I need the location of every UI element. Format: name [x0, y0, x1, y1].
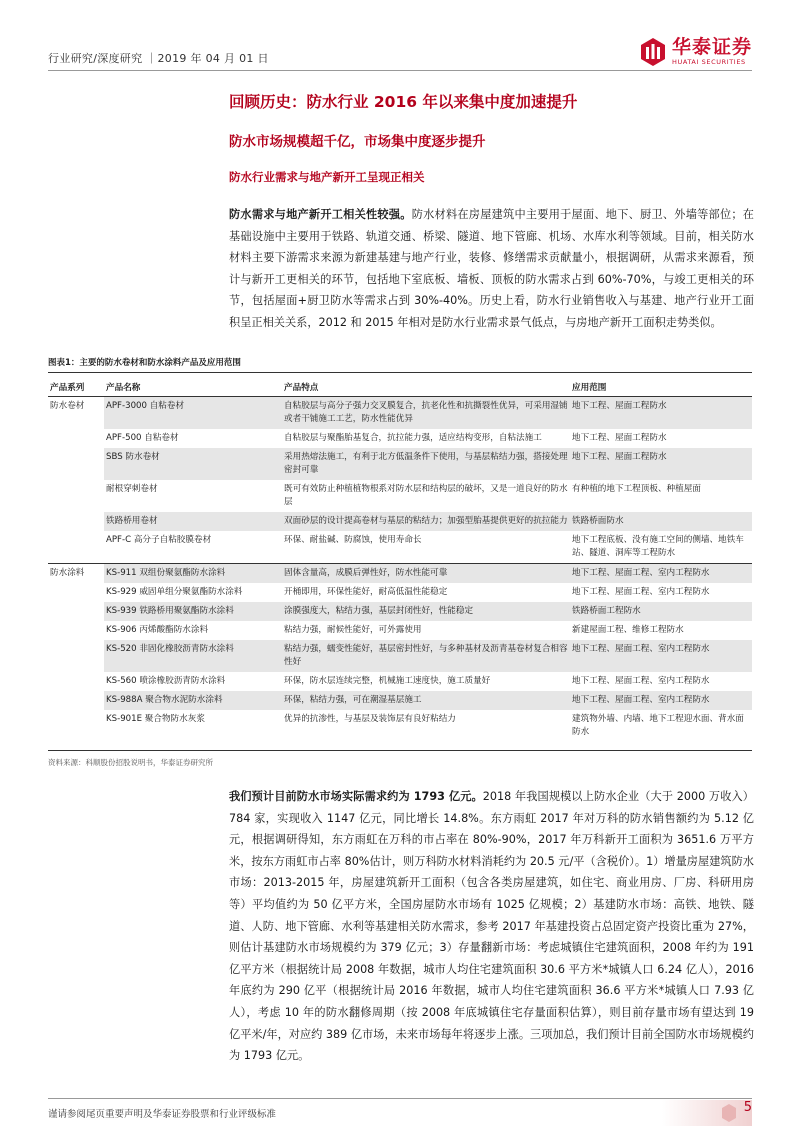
table-row — [48, 672, 752, 691]
cell-feature: 采用热熔法施工，有利于北方低温条件下使用，与基层粘结力强，搭接处理密封可靠 — [282, 448, 570, 480]
cell-feature: 涂膜强度大，粘结力强，基层封闭性好，性能稳定 — [282, 602, 570, 621]
brand-logo — [640, 34, 752, 70]
cell-name: APF-C 高分子自粘胶膜卷材 — [106, 535, 212, 545]
table-row — [48, 448, 752, 480]
cell-feature: 环保、耐盐碱、防腐蚀，使用寿命长 — [284, 535, 422, 545]
paragraph-market-lead: 我们预计目前防水市场实际需求约为 1793 亿元。 — [229, 790, 483, 803]
cell-scope: 地下工程、屋面工程、室内工程防水 — [572, 587, 710, 597]
cell-scope: 铁路桥面防水 — [570, 512, 752, 531]
cell-feature: 开桶即用，环保性能好，耐高低温性能稳定 — [284, 587, 448, 597]
table-row — [48, 583, 752, 602]
cell-series — [48, 448, 104, 480]
cell-feature: 粘结力强，蠕变性能好，基层密封性好，与多种基材及沥青基卷材复合相容性好 — [282, 640, 570, 672]
cell-scope: 地下工程、屋面工程防水 — [570, 448, 752, 480]
product-table — [48, 378, 752, 742]
cell-name: 耐根穿刺卷材 — [106, 484, 158, 494]
cell-series — [48, 621, 104, 640]
cell-scope: 地下工程、屋面工程、室内工程防水 — [570, 564, 752, 584]
cell-series — [48, 691, 104, 710]
cell-scope: 建筑物外墙、内墙、地下工程迎水面、背水面防水 — [572, 714, 744, 737]
logo-cn-text: 华泰证券 — [671, 36, 752, 58]
table-row — [48, 429, 752, 448]
footer-disclaimer: 谨请参阅尾页重要声明及华泰证券股票和行业评级标准 — [48, 1109, 277, 1120]
footer-divider — [48, 1098, 752, 1099]
col-header-name: 产品名称 — [104, 378, 282, 397]
cell-name: KS-520 非固化橡胶沥青防水涂料 — [104, 640, 282, 672]
cell-name: KS-939 铁路桥用聚氨酯防水涂料 — [104, 602, 282, 621]
figure-source: 资料来源：科顺股份招股说明书，华泰证券研究所 — [48, 758, 213, 767]
col-header-feature: 产品特点 — [282, 378, 570, 397]
cell-feature: 粘结力强，耐候性能好，可外露使用 — [284, 625, 422, 635]
cell-series: 防水涂料 — [48, 564, 104, 584]
cell-series — [48, 640, 104, 672]
table-row — [48, 397, 752, 430]
paragraph-market-body: 2018 年我国规模以上防水企业（大于 2000 万收入）784 家，实现收入 1147 亿元，同比增长 14.8%。东方雨虹 2017 年对万科的防水销售额约为 5.12 亿元，根据调研得知，东方雨虹在万科的市占率在 80%-90%，2017 年万科新开工面积为 3651.6 万平方米，按东方雨虹市占率 80%估计，则万科防水材料消耗约为 20.5 元/平（含税价）。1）增量房屋建筑防水市场：2013-2015 年，房屋建筑新开工面积（包含各类房屋建筑，如住宅、商业用房、厂房、科研用房等）平均值约为 50 亿平方米，全国房屋防水市场有 1025 亿规模；2）基建防水市场：高铁、地铁、隧道、人防、地下管廊、水利等基建相关防水需求，参考 2017 年基建投资占总固定资产投资比重为 27%，则估计基建防水市场规模约为 379 亿元；3）存量翻新市场：考虑城镇住宅建筑面积，2008 年约为 191 亿平方米（根据统计局 2008 年数据，城市人均住宅建筑面积 30.6 平方米*城镇人口 6.24 亿人），2016 年底约为 290 亿平（根据统计局 2016 年数据，城市人均住宅建筑面积 36.6 平方米*城镇人口 7.93 亿人），考虑 10 年的防水翻修周期（按 2008 年底城镇住宅存量面积估算），则目前存量市场有望达到 19 亿平米/年，对应约 389 亿市场，未来市场每年将逐步上涨。三项加总，我们预计目前全国防水市场规模约为 1793 亿元。 — [229, 790, 754, 1063]
col-header-series: 产品系列 — [48, 378, 104, 397]
cell-scope: 有种植的地下工程顶板、种植屋面 — [572, 484, 701, 494]
footer-decoration — [662, 1100, 752, 1126]
table-row — [48, 564, 752, 584]
cell-feature: 固体含量高，成膜后弹性好，防水性能可靠 — [282, 564, 570, 584]
table-row — [48, 602, 752, 621]
cell-name: KS-560 喷涂橡胶沥青防水涂料 — [106, 676, 226, 686]
figure-title: 图表1：主要的防水卷材和防水涂料产品及应用范围 — [48, 358, 241, 368]
table-row — [48, 691, 752, 710]
table-row — [48, 710, 752, 742]
table-row — [48, 512, 752, 531]
huatai-logo-icon — [640, 37, 666, 67]
cell-name: APF-500 自粘卷材 — [106, 433, 179, 443]
cell-series — [48, 672, 104, 691]
cell-name: KS-988A 聚合物水泥防水涂料 — [104, 691, 282, 710]
cell-series: 防水卷材 — [50, 401, 85, 411]
cell-scope: 地下工程、屋面工程、室内工程防水 — [572, 676, 710, 686]
cell-name: 铁路桥用卷材 — [104, 512, 282, 531]
cell-scope: 地下工程底板、没有施工空间的侧墙、地铁车站、隧道、洞库等工程防水 — [572, 535, 744, 558]
page-mark-icon — [722, 1104, 736, 1122]
cell-series — [48, 531, 104, 564]
page-header — [48, 30, 752, 70]
cell-series — [48, 583, 104, 602]
cell-name: SBS 防水卷材 — [104, 448, 282, 480]
cell-scope: 地下工程、屋面工程、室内工程防水 — [570, 640, 752, 672]
table-row — [48, 621, 752, 640]
cell-series — [48, 512, 104, 531]
cell-series — [48, 480, 104, 512]
cell-name: APF-3000 自粘卷材 — [104, 397, 282, 430]
section-heading-3: 防水行业需求与地产新开工呈现正相关 — [229, 170, 425, 184]
page-number-text: 5 — [743, 1100, 752, 1115]
col-header-scope: 应用范围 — [570, 378, 752, 397]
cell-scope: 铁路桥面工程防水 — [570, 602, 752, 621]
report-type-date: 行业研究/深度研究 ｜2019 年 04 月 01 日 — [48, 52, 269, 65]
table-header-row — [48, 378, 752, 397]
logo-en-text: HUATAI SECURITIES — [671, 58, 746, 66]
table-row — [48, 640, 752, 672]
section-heading-2: 防水市场规模超千亿，市场集中度逐步提升 — [229, 134, 486, 150]
cell-name: KS-929 威固单组分聚氨酯防水涂料 — [106, 587, 243, 597]
paragraph-demand — [229, 204, 754, 334]
figure-top-rule — [48, 372, 752, 373]
cell-feature: 双面砂层的设计提高卷材与基层的粘结力；加强型胎基提供更好的抗拉能力 — [282, 512, 570, 531]
cell-feature: 环保，防水层连续完整，机械施工速度快，施工质量好 — [284, 676, 491, 686]
cell-feature: 自粘胶层与高分子强力交叉膜复合，抗老化性和抗撕裂性优异，可采用湿铺或者干铺施工工艺，防水性能优异 — [282, 397, 570, 430]
paragraph-demand-lead: 防水需求与地产新开工相关性较强。 — [229, 208, 412, 221]
cell-scope: 新建屋面工程、维修工程防水 — [572, 625, 684, 635]
figure-bottom-rule — [48, 750, 752, 751]
cell-scope: 地下工程、屋面工程防水 — [572, 433, 667, 443]
cell-feature: 环保，粘结力强，可在潮湿基层施工 — [282, 691, 570, 710]
cell-series — [48, 602, 104, 621]
cell-feature: 优异的抗渗性，与基层及装饰层有良好粘结力 — [284, 714, 456, 724]
cell-name: KS-906 丙烯酸酯防水涂料 — [106, 625, 209, 635]
cell-feature: 自粘胶层与聚酯胎基复合，抗拉能力强，适应结构变形，自粘法施工 — [284, 433, 542, 443]
table-row — [48, 531, 752, 564]
paragraph-demand-body: 防水材料在房屋建筑中主要用于屋面、地下、厨卫、外墙等部位；在基础设施中主要用于铁路、轨道交通、桥梁、隧道、地下管廊、机场、水库水利等领域。目前，相关防水材料主要下游需求来源为新建基建与地产行业，装修、修缮需求贡献量小，根据调研，从需求来源看，预计与新开工更相关的环节，包括地下室底板、墙板、顶板的防水需求占到 60%-70%，与竣工更相关的环节，包括屋面+厨卫防水等需求占到 30%-40%。历史上看，防水行业销售收入与基建、地产行业开工面积呈正相关关系，2012 和 2015 年相对是防水行业需求景气低点，与房地产新开工面积走势类似。 — [229, 208, 754, 329]
cell-name: KS-911 双组份聚氨酯防水涂料 — [104, 564, 282, 584]
cell-series — [48, 710, 104, 742]
cell-scope: 地下工程、屋面工程、室内工程防水 — [570, 691, 752, 710]
page-number — [744, 1100, 752, 1115]
section-heading-1: 回顾历史：防水行业 2016 年以来集中度加速提升 — [229, 93, 578, 111]
cell-name: KS-901E 聚合物防水灰浆 — [106, 714, 205, 724]
paragraph-market-size — [229, 786, 754, 1067]
cell-scope: 地下工程、屋面工程防水 — [570, 397, 752, 430]
header-divider — [48, 70, 752, 71]
cell-series — [48, 429, 104, 448]
table-row — [48, 480, 752, 512]
cell-feature: 既可有效防止种植植物根系对防水层和结构层的破坏，又是一道良好的防水层 — [284, 484, 568, 507]
